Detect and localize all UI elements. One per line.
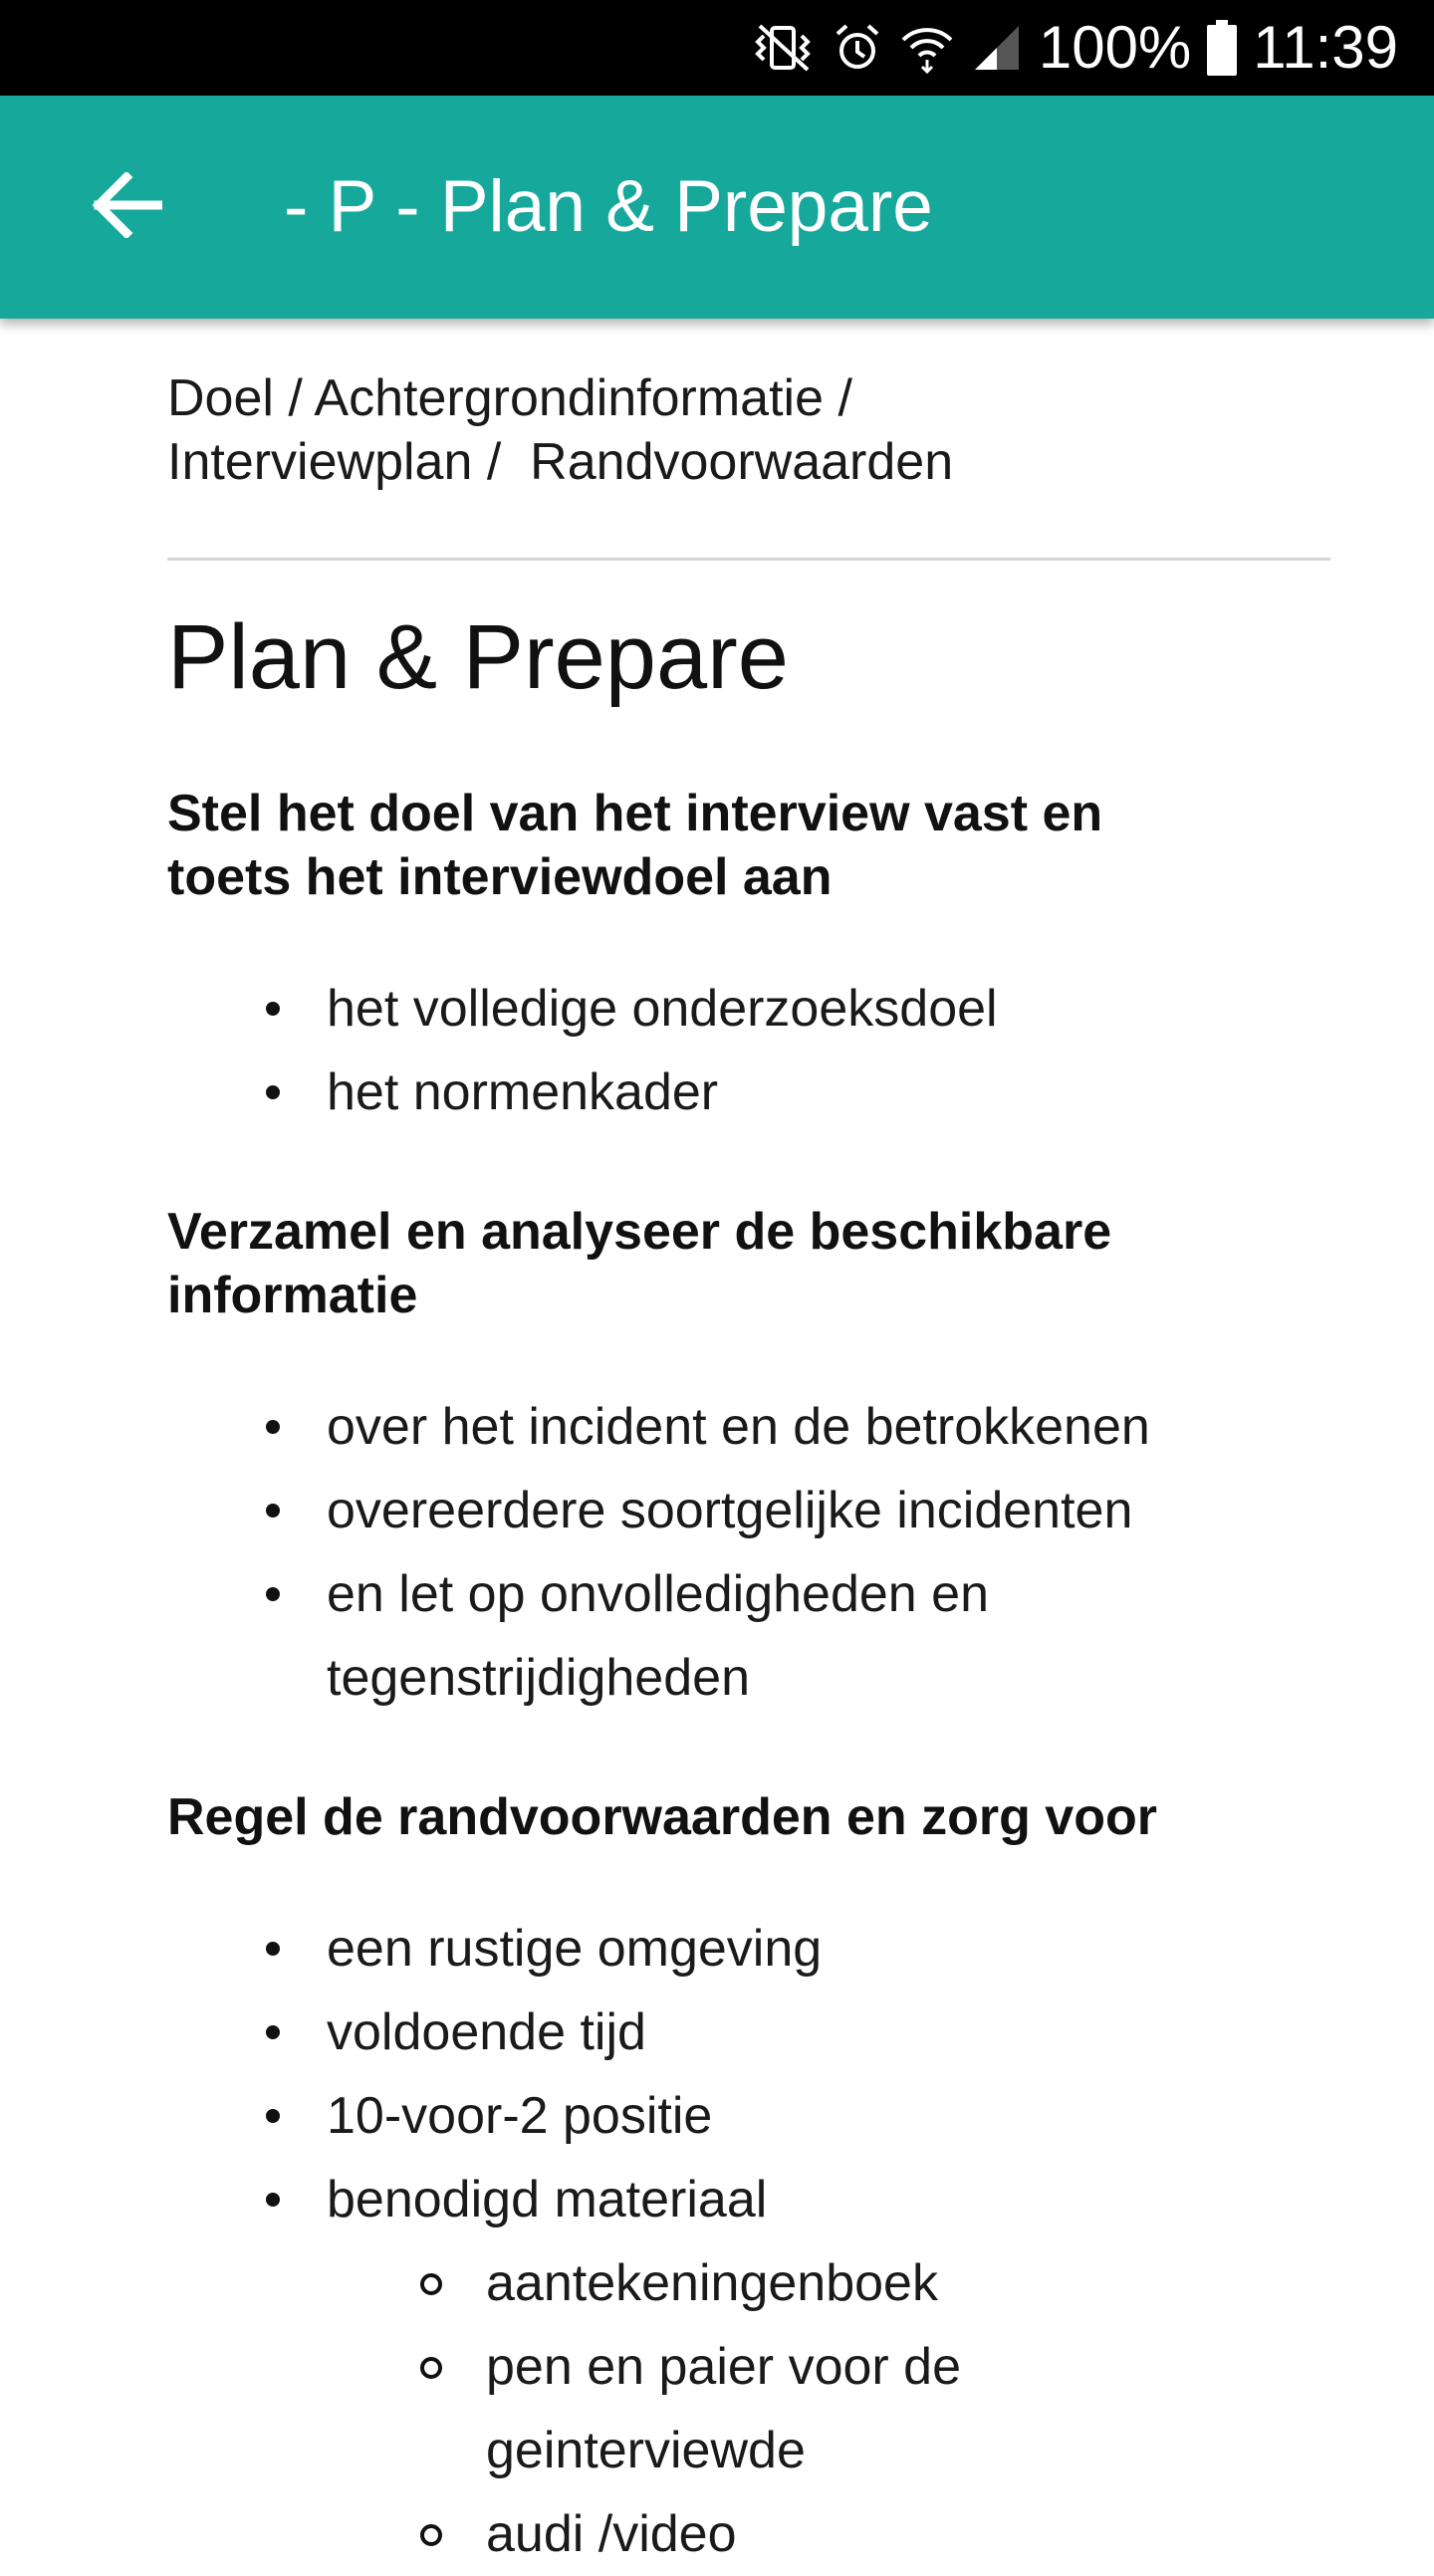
list-item: 10-voor-2 positie — [167, 2074, 1322, 2158]
status-icons — [752, 0, 1398, 96]
list-item: het volledige onderzoeksdoel — [167, 967, 1322, 1051]
status-bar — [0, 0, 1434, 96]
page-title: Plan & Prepare — [167, 606, 789, 708]
bullet-icon — [266, 1504, 280, 1518]
list-item: het normenkader — [167, 1051, 1322, 1134]
circle-bullet-icon — [420, 2273, 442, 2295]
sub-list-item: aantekeningenboek — [327, 2241, 1163, 2325]
divider — [167, 558, 1330, 561]
material-sublist — [327, 2241, 1322, 2576]
section-heading-conditions: Regel de randvoorwaarden en zorg voor — [167, 1788, 1157, 1846]
conditions-list — [167, 1907, 1330, 2576]
list-item: en let op onvolledigheden en tegenstrijdigheden — [167, 1552, 1103, 1720]
list-item: overeerdere soortgelijke incidenten — [167, 1469, 1322, 1552]
section-heading-information: Verzamel en analyseer de beschikbare informatie — [167, 1203, 1112, 1324]
content-area — [167, 319, 1330, 2576]
list-item: voldoende tijd — [167, 1991, 1322, 2074]
bullet-icon — [266, 1420, 280, 1434]
bullet-icon — [266, 2193, 280, 2207]
vibrate-icon — [752, 22, 816, 74]
section-heading-goal: Stel het doel van het interview vast en toets het interviewdoel aan — [167, 785, 1103, 906]
arrow-left-icon — [91, 172, 162, 243]
wifi-icon — [899, 22, 955, 74]
list-item: benodigd materiaal aantekeningenboek pen en paier voor de geinterviewde audi /video — [167, 2158, 1322, 2576]
bullet-icon — [266, 1587, 280, 1601]
alarm-icon — [832, 22, 883, 74]
sub-list-item: pen en paier voor de geinterviewde — [327, 2325, 1163, 2492]
circle-bullet-icon — [420, 2524, 442, 2546]
sub-list-item: audi /video — [327, 2492, 1163, 2576]
goal-list — [167, 967, 1330, 1134]
signal-icon — [971, 22, 1023, 74]
bullet-icon — [266, 1085, 280, 1099]
breadcrumb — [167, 366, 1263, 494]
list-item: over het incident en de betrokkenen — [167, 1385, 1322, 1469]
bullet-icon — [266, 2109, 280, 2123]
bullet-icon — [266, 1942, 280, 1956]
battery-icon — [1207, 20, 1237, 76]
clock: 11:39 — [1253, 14, 1398, 81]
app-bar — [0, 96, 1434, 319]
bullet-icon — [266, 2025, 280, 2039]
information-list — [167, 1385, 1330, 1720]
app-title: - P - Plan & Prepare — [284, 166, 933, 247]
battery-percentage: 100% — [1038, 14, 1192, 81]
list-item: een rustige omgeving — [167, 1907, 1322, 1991]
circle-bullet-icon — [420, 2357, 442, 2379]
back-button[interactable] — [70, 155, 183, 259]
bullet-icon — [266, 1002, 280, 1016]
breadcrumb-line-2[interactable]: Interviewplan / Randvoorwaarden — [167, 433, 954, 491]
breadcrumb-line-1[interactable]: Doel / Achtergrondinformatie / — [167, 369, 852, 427]
